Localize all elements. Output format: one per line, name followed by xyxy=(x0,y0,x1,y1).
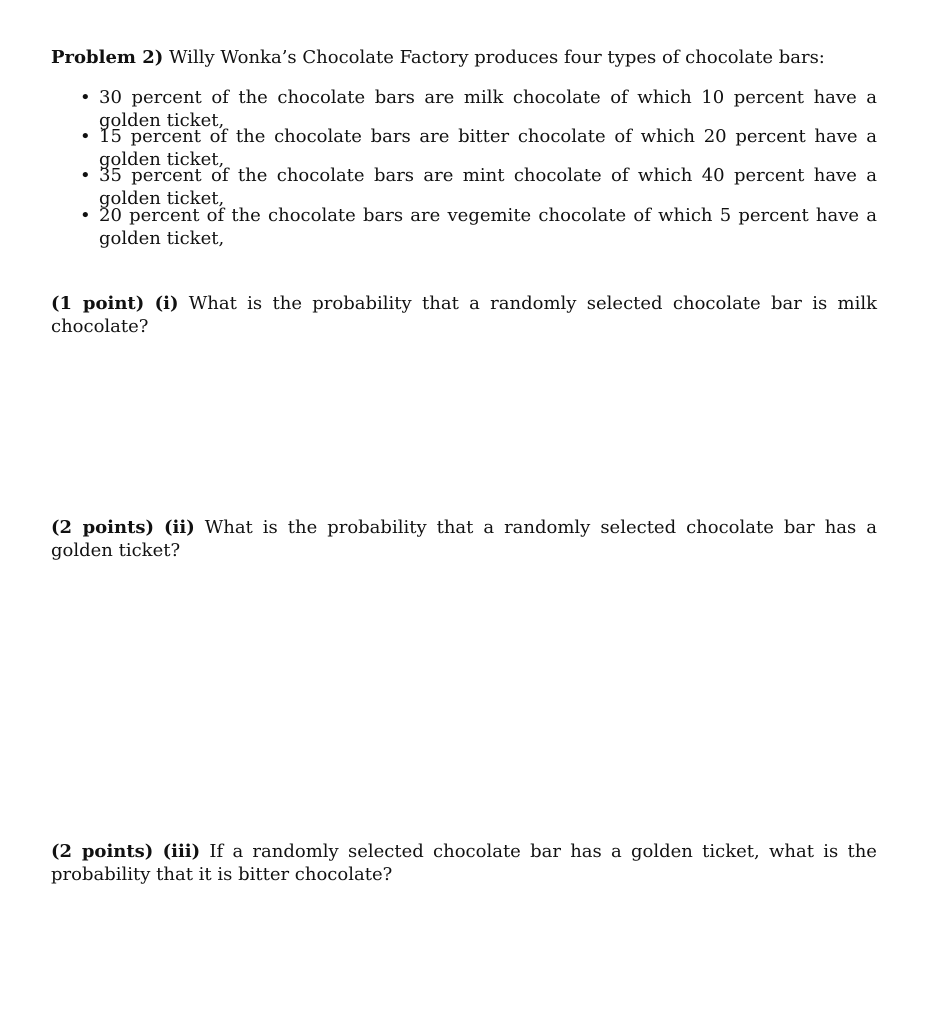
question-1-text: What is the probability that a randomly selected chocolate bar is milk chocolate? xyxy=(51,293,877,337)
answer-space-2[interactable] xyxy=(51,555,877,825)
answer-space-3[interactable] xyxy=(51,900,877,1000)
question-1-points: (1 point) xyxy=(51,293,145,314)
list-item-bitter: • 15 percent of the chocolate bars are bitter chocolate of which 20 percent have a golden ticket, xyxy=(99,125,877,171)
question-2-part: (ii) xyxy=(164,517,195,538)
question-1-part: (i) xyxy=(154,293,179,314)
question-3-text: If a randomly selected chocolate bar has a golden ticket, what is the probability that it is bitter chocolate? xyxy=(51,841,877,885)
problem-intro xyxy=(51,46,877,69)
list-item-milk: • 30 percent of the chocolate bars are milk chocolate of which 10 percent have a golden ticket, xyxy=(99,86,877,132)
problem-label: Problem 2) xyxy=(51,47,164,68)
problem-intro-text: Willy Wonka’s Chocolate Factory produces four types of chocolate bars: xyxy=(169,47,825,68)
question-3-points: (2 points) xyxy=(51,841,154,862)
answer-space-1[interactable] xyxy=(51,330,877,500)
question-3-part: (iii) xyxy=(162,841,201,862)
question-3 xyxy=(51,840,877,886)
question-2-text: What is the probability that a randomly selected chocolate bar has a golden ticket? xyxy=(51,517,877,561)
question-2-points: (2 points) xyxy=(51,517,155,538)
list-item-mint: • 35 percent of the chocolate bars are mint chocolate of which 40 percent have a golden ticket, xyxy=(99,164,877,210)
list-item-vegemite: • 20 percent of the chocolate bars are vegemite chocolate of which 5 percent have a golden ticket, xyxy=(99,204,877,250)
